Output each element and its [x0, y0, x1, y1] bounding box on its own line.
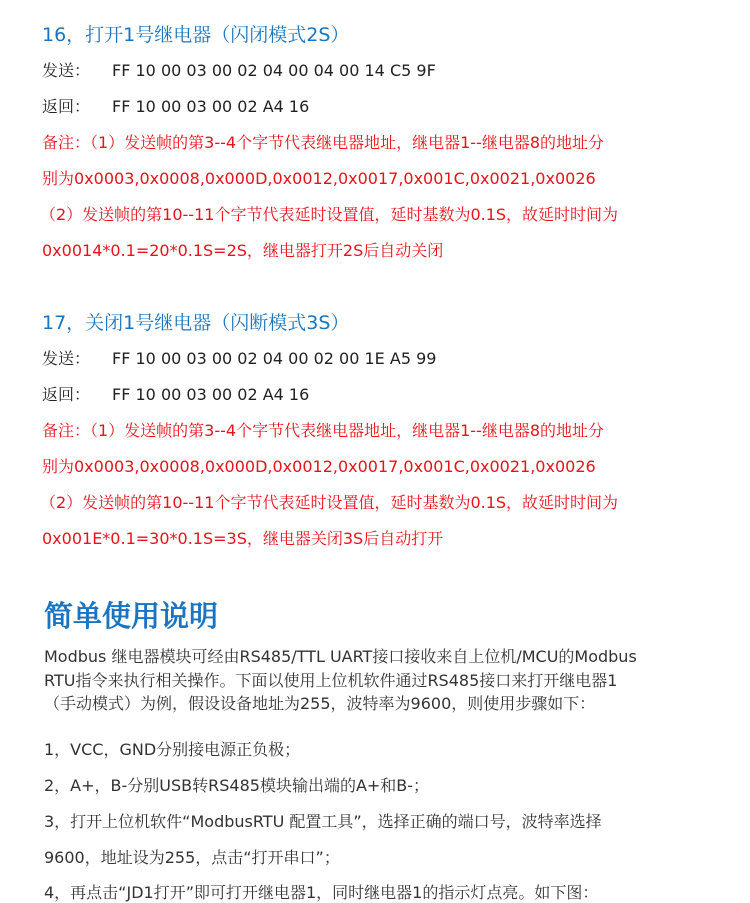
send-label: 发送： [42, 61, 91, 80]
usage-step: 2，A+，B-分别USB转RS485模块输出端的A+和B-； [44, 776, 430, 795]
send-label: 发送： [42, 349, 91, 368]
section-17-return-row [42, 382, 309, 405]
send-value: FF 10 00 03 00 02 04 00 04 00 14 C5 9F [112, 61, 436, 80]
return-value: FF 10 00 03 00 02 A4 16 [112, 97, 310, 116]
usage-step: 3，打开上位机软件“ModbusRTU 配置工具”，选择正确的端口号，波特率选择 [44, 812, 602, 831]
usage-intro-line: RTU指令来执行相关操作。下面以使用上位机软件通过RS485接口来打开继电器1 [44, 671, 618, 690]
section-16-note-line: 0x0014*0.1=20*0.1S=2S，继电器打开2S后自动关闭 [42, 241, 444, 260]
usage-intro-line: （手动模式）为例，假设设备地址为255，波特率为9600，则使用步骤如下： [44, 694, 596, 713]
section-17-title: 17，关闭1号继电器（闪断模式3S） [42, 312, 350, 334]
send-value: FF 10 00 03 00 02 04 00 02 00 1E A5 99 [112, 349, 437, 368]
usage-step: 9600，地址设为255，点击“打开串口”； [44, 848, 340, 867]
section-16-title: 16，打开1号继电器（闪闭模式2S） [42, 24, 350, 46]
usage-title: 简单使用说明 [44, 599, 219, 633]
usage-intro-line: Modbus 继电器模块可经由RS485/TTL UART接口接收来自上位机/MCU的Modbus [44, 647, 637, 666]
section-17-note-line: 0x001E*0.1=30*0.1S=3S，继电器关闭3S后自动打开 [42, 529, 444, 548]
section-16-note-line: 备注：（1）发送帧的第3--4个字节代表继电器地址，继电器1--继电器8的地址分 [42, 133, 604, 152]
section-17-note-line: 备注：（1）发送帧的第3--4个字节代表继电器地址，继电器1--继电器8的地址分 [42, 421, 604, 440]
return-value: FF 10 00 03 00 02 A4 16 [112, 385, 310, 404]
section-17-note-line: 别为0x0003,0x0008,0x000D,0x0012,0x0017,0x001C,0x0021,0x0026 [42, 457, 596, 476]
section-17-note-line: （2）发送帧的第10--11个字节代表延时设置值，延时基数为0.1S，故延时时间为 [40, 493, 619, 512]
usage-step: 1，VCC，GND分别接电源正负极； [44, 740, 301, 759]
section-16-send-row [42, 58, 436, 81]
return-label: 返回： [42, 385, 91, 404]
section-16-note-line: 别为0x0003,0x0008,0x000D,0x0012,0x0017,0x001C,0x0021,0x0026 [42, 169, 596, 188]
section-16-return-row [42, 94, 309, 117]
usage-step: 4，再点击“JD1打开”即可打开继电器1，同时继电器1的指示灯点亮。如下图： [44, 883, 599, 902]
return-label: 返回： [42, 97, 91, 116]
section-17-send-row [42, 346, 436, 369]
section-16-note-line: （2）发送帧的第10--11个字节代表延时设置值，延时基数为0.1S，故延时时间为 [40, 205, 619, 224]
